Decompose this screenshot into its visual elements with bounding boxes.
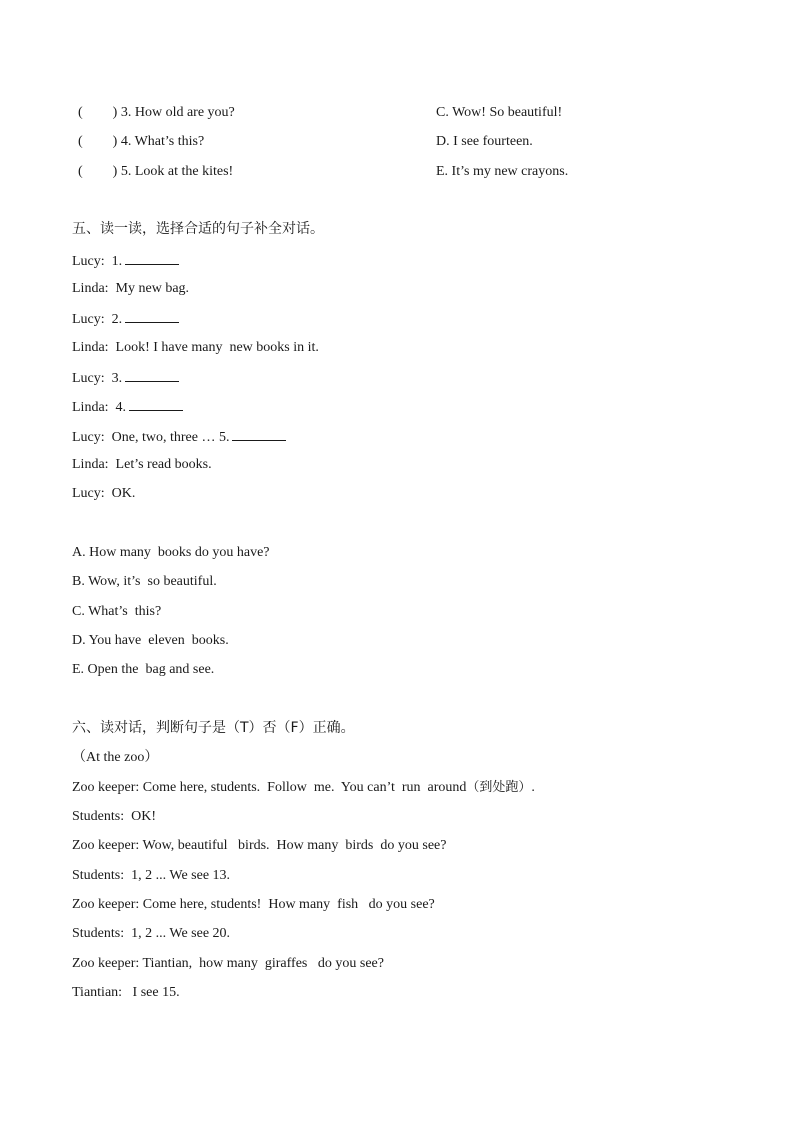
scene-subtitle: （At the zoo） (72, 750, 159, 765)
speaker-name: Zoo keeper: (72, 780, 140, 795)
speaker-name: Students: (72, 868, 125, 883)
dialogue-text: Wow, beautiful birds. How many birds do you see? (142, 838, 447, 853)
speaker-name: Linda: (72, 457, 109, 472)
dialogue-line (72, 339, 319, 357)
answer-blank[interactable] (129, 397, 183, 411)
answer-paren-close: ) (112, 164, 118, 179)
matching-row (78, 133, 728, 151)
matching-row (78, 163, 728, 181)
option-item: A. How many books do you have? (72, 545, 270, 560)
speaker-name: Linda: (72, 340, 109, 355)
dialogue-text: Come here, students. Follow me. You can’t run around (142, 780, 467, 795)
answer-blank[interactable] (125, 368, 179, 382)
matching-row (78, 104, 728, 122)
speaker-name: Lucy: (72, 254, 105, 269)
answer-blank[interactable] (232, 427, 286, 441)
dialogue-line (72, 251, 179, 269)
dialogue-text: OK. (111, 486, 136, 501)
chinese-gloss: （到处跑） (466, 780, 532, 795)
matching-answer: C. Wow! So beautiful! (436, 105, 563, 120)
speaker-name: Lucy: (72, 371, 105, 386)
section-5-heading: 五、读一读，选择合适的句子补全对话。 (72, 221, 324, 237)
dialogue-line (72, 485, 135, 503)
question-text: 4. What’s this? (120, 134, 205, 149)
dialogue-line (72, 456, 212, 474)
dialogue-text: 1, 2 ... We see 20. (131, 926, 231, 941)
question-text: 5. Look at the kites! (120, 164, 234, 179)
dialogue-text: Come here, students! How many fish do you see? (142, 897, 435, 912)
answer-paren-close: ) (112, 134, 118, 149)
dialogue-punctuation: . (531, 780, 535, 795)
option-item: B. Wow, it’s so beautiful. (72, 574, 217, 589)
dialogue-text: OK! (131, 809, 157, 824)
dialogue-line (72, 779, 535, 797)
speaker-name: Linda: (72, 281, 109, 296)
speaker-name: Zoo keeper: (72, 897, 140, 912)
dialogue-line (72, 397, 183, 415)
matching-question (78, 104, 235, 122)
answer-paren-open: ( (78, 105, 83, 120)
dialogue-line (72, 280, 189, 298)
dialogue-text: Let’s read books. (115, 457, 212, 472)
dialogue-line (72, 955, 384, 973)
dialogue-line (72, 867, 230, 885)
speaker-name: Zoo keeper: (72, 956, 140, 971)
answer-paren-open: ( (78, 164, 83, 179)
dialogue-line (72, 984, 180, 1002)
matching-answer: E. It’s my new crayons. (436, 164, 569, 179)
speaker-name: Students: (72, 926, 125, 941)
dialogue-text: Tiantian, how many giraffes do you see? (142, 956, 384, 971)
dialogue-text: One, two, three … 5. (111, 430, 230, 445)
dialogue-line (72, 896, 435, 914)
dialogue-text: 3. (111, 371, 123, 386)
dialogue-line (72, 309, 179, 327)
dialogue-text: 4. (115, 400, 127, 415)
dialogue-text: I see 15. (129, 985, 180, 1000)
speaker-name: Lucy: (72, 486, 105, 501)
section-6-heading: 六、读对话，判断句子是（T）否（F）正确。 (72, 720, 355, 736)
answer-blank[interactable] (125, 251, 179, 265)
matching-question (78, 163, 233, 181)
speaker-name: Lucy: (72, 430, 105, 445)
option-item: C. What’s this? (72, 604, 162, 619)
dialogue-text: 2. (111, 312, 123, 327)
matching-question (78, 133, 204, 151)
dialogue-line (72, 837, 446, 855)
answer-paren-close: ) (112, 105, 118, 120)
dialogue-line (72, 427, 286, 445)
answer-blank[interactable] (125, 309, 179, 323)
speaker-name: Zoo keeper: (72, 838, 140, 853)
matching-answer: D. I see fourteen. (436, 134, 533, 149)
answer-paren-open: ( (78, 134, 83, 149)
speaker-name: Lucy: (72, 312, 105, 327)
dialogue-text: Look! I have many new books in it. (115, 340, 319, 355)
dialogue-text: 1, 2 ... We see 13. (131, 868, 231, 883)
option-item: E. Open the bag and see. (72, 662, 215, 677)
dialogue-text: 1. (111, 254, 123, 269)
speaker-name: Linda: (72, 400, 109, 415)
option-item: D. You have eleven books. (72, 633, 229, 648)
question-text: 3. How old are you? (120, 105, 235, 120)
speaker-name: Students: (72, 809, 125, 824)
dialogue-line (72, 808, 156, 826)
dialogue-text: My new bag. (115, 281, 190, 296)
speaker-name: Tiantian: (72, 985, 123, 1000)
dialogue-line (72, 925, 230, 943)
dialogue-line (72, 368, 179, 386)
